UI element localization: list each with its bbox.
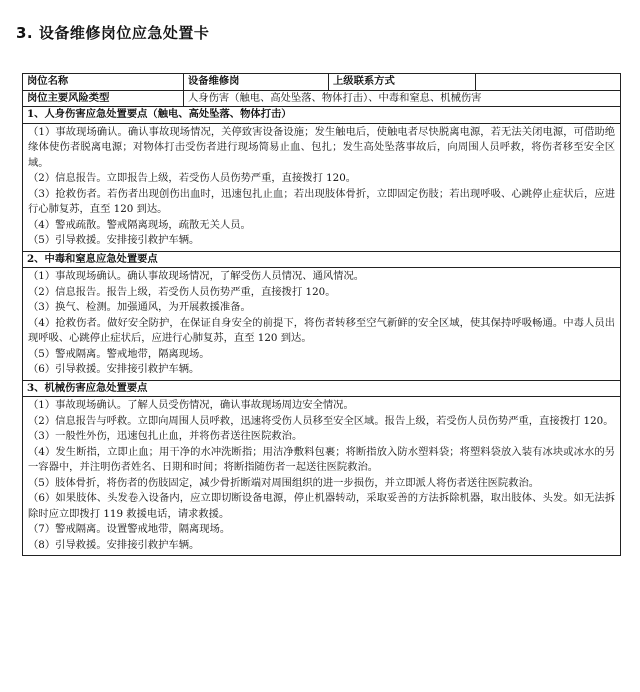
list-item: （1）事故现场确认。确认事故现场情况，了解受伤人员情况、通风情况。: [28, 270, 365, 282]
list-item: （7）警戒隔离。设置警戒地带，隔离现场。: [28, 523, 231, 535]
list-item: （1）事故现场确认。了解人员受伤情况，确认事故现场周边安全情况。: [28, 399, 354, 411]
risk-label: 岗位主要风险类型: [23, 91, 184, 107]
post-name-label: 岗位名称: [23, 74, 184, 90]
list-item: （1）事故现场确认。确认事故现场情况，关停致害设备设施；发生触电后，使触电者尽快脱离电源，若无法关闭电源，可借助绝缘体使伤者脱离电源；对物体打击受伤者进行现场简易止血、包扎；发生高处坠落事故后，向周围人员呼救，将伤者移至安全区域。: [28, 125, 615, 169]
list-item: （5）肢体骨折，将伤者的伤肢固定，减少骨折断端对周围组织的进一步损伤，并立即派人将伤者送往医院救治。: [28, 476, 540, 489]
post-name-value: 设备维修岗: [184, 74, 329, 90]
header-row-risk: [23, 91, 620, 108]
contact-label: 上级联系方式: [329, 74, 476, 90]
list-item: （6）如果肢体、头发卷入设备内，应立即切断设备电源，停止机器转动，采取妥善的方法拆除机器，取出肢体、头发。如无法拆除时应立即拨打 119 救援电话，请求救援。: [28, 492, 615, 520]
risk-value: 人身伤害（触电、高处坠落、物体打击）、中毒和窒息、机械伤害: [188, 91, 482, 104]
section-heading: 2、中毒和窒息应急处置要点: [23, 252, 620, 269]
section-body: [23, 268, 620, 381]
header-row-post: [23, 74, 620, 91]
list-item: （2）信息报告。立即报告上级，若受伤人员伤势严重，直接拨打 120。: [28, 172, 357, 184]
section-body: [23, 124, 620, 252]
list-item: （2）信息报告与呼救。立即向周围人员呼救，迅速将受伤人员移至安全区域。报告上级，若受伤人员伤势严重，直接拨打 120。: [28, 414, 614, 427]
section-body: [23, 397, 620, 555]
emergency-card-table: [22, 73, 621, 556]
list-item: （6）引导救援。安排接引救护车辆。: [28, 363, 200, 375]
list-item: （3）换气、检测。加强通风，为开展救援准备。: [28, 301, 251, 313]
list-item: （3）抢救伤者。若伤者出现创伤出血时，迅速包扎止血；若出现肢体骨折，立即固定伤肢；若出现呼吸、心跳停止症状后，应进行心肺复苏，直至 120 到达。: [28, 187, 615, 215]
list-item: （5）引导救援。安排接引救护车辆。: [28, 234, 200, 246]
section-heading: 1、人身伤害应急处置要点（触电、高处坠落、物体打击）: [23, 107, 620, 124]
list-item: （5）警戒隔离。警戒地带，隔离现场。: [28, 347, 210, 360]
page-title: 3. 设备维修岗位应急处置卡: [16, 24, 210, 42]
list-item: （2）信息报告。报告上级，若受伤人员伤势严重，直接拨打 120。: [28, 285, 336, 298]
list-item: （4）发生断指，立即止血；用干净的水冲洗断指；用洁净敷料包裹；将断指放入防水塑料袋；将塑料袋放入装有冰块或冰水的另一容器中，并注明伤者姓名、日期和时间；将断指随伤者一起送往医院救治。: [28, 445, 615, 473]
list-item: （4）警戒疏散。警戒隔离现场，疏散无关人员。: [28, 218, 251, 231]
section-heading: 3、机械伤害应急处置要点: [23, 381, 620, 398]
list-item: （8）引导救援。安排接引救护车辆。: [28, 538, 200, 551]
list-item: （4）抢救伤者。做好安全防护，在保证自身安全的前提下，将伤者转移至空气新鲜的安全区域，使其保持呼吸畅通。中毒人员出现呼吸、心跳停止症状后，应进行心肺复苏，直至 120 到达。: [28, 316, 615, 344]
list-item: （3）一般性外伤，迅速包扎止血，并将伤者送往医院救治。: [28, 430, 303, 442]
contact-value: [476, 74, 620, 90]
